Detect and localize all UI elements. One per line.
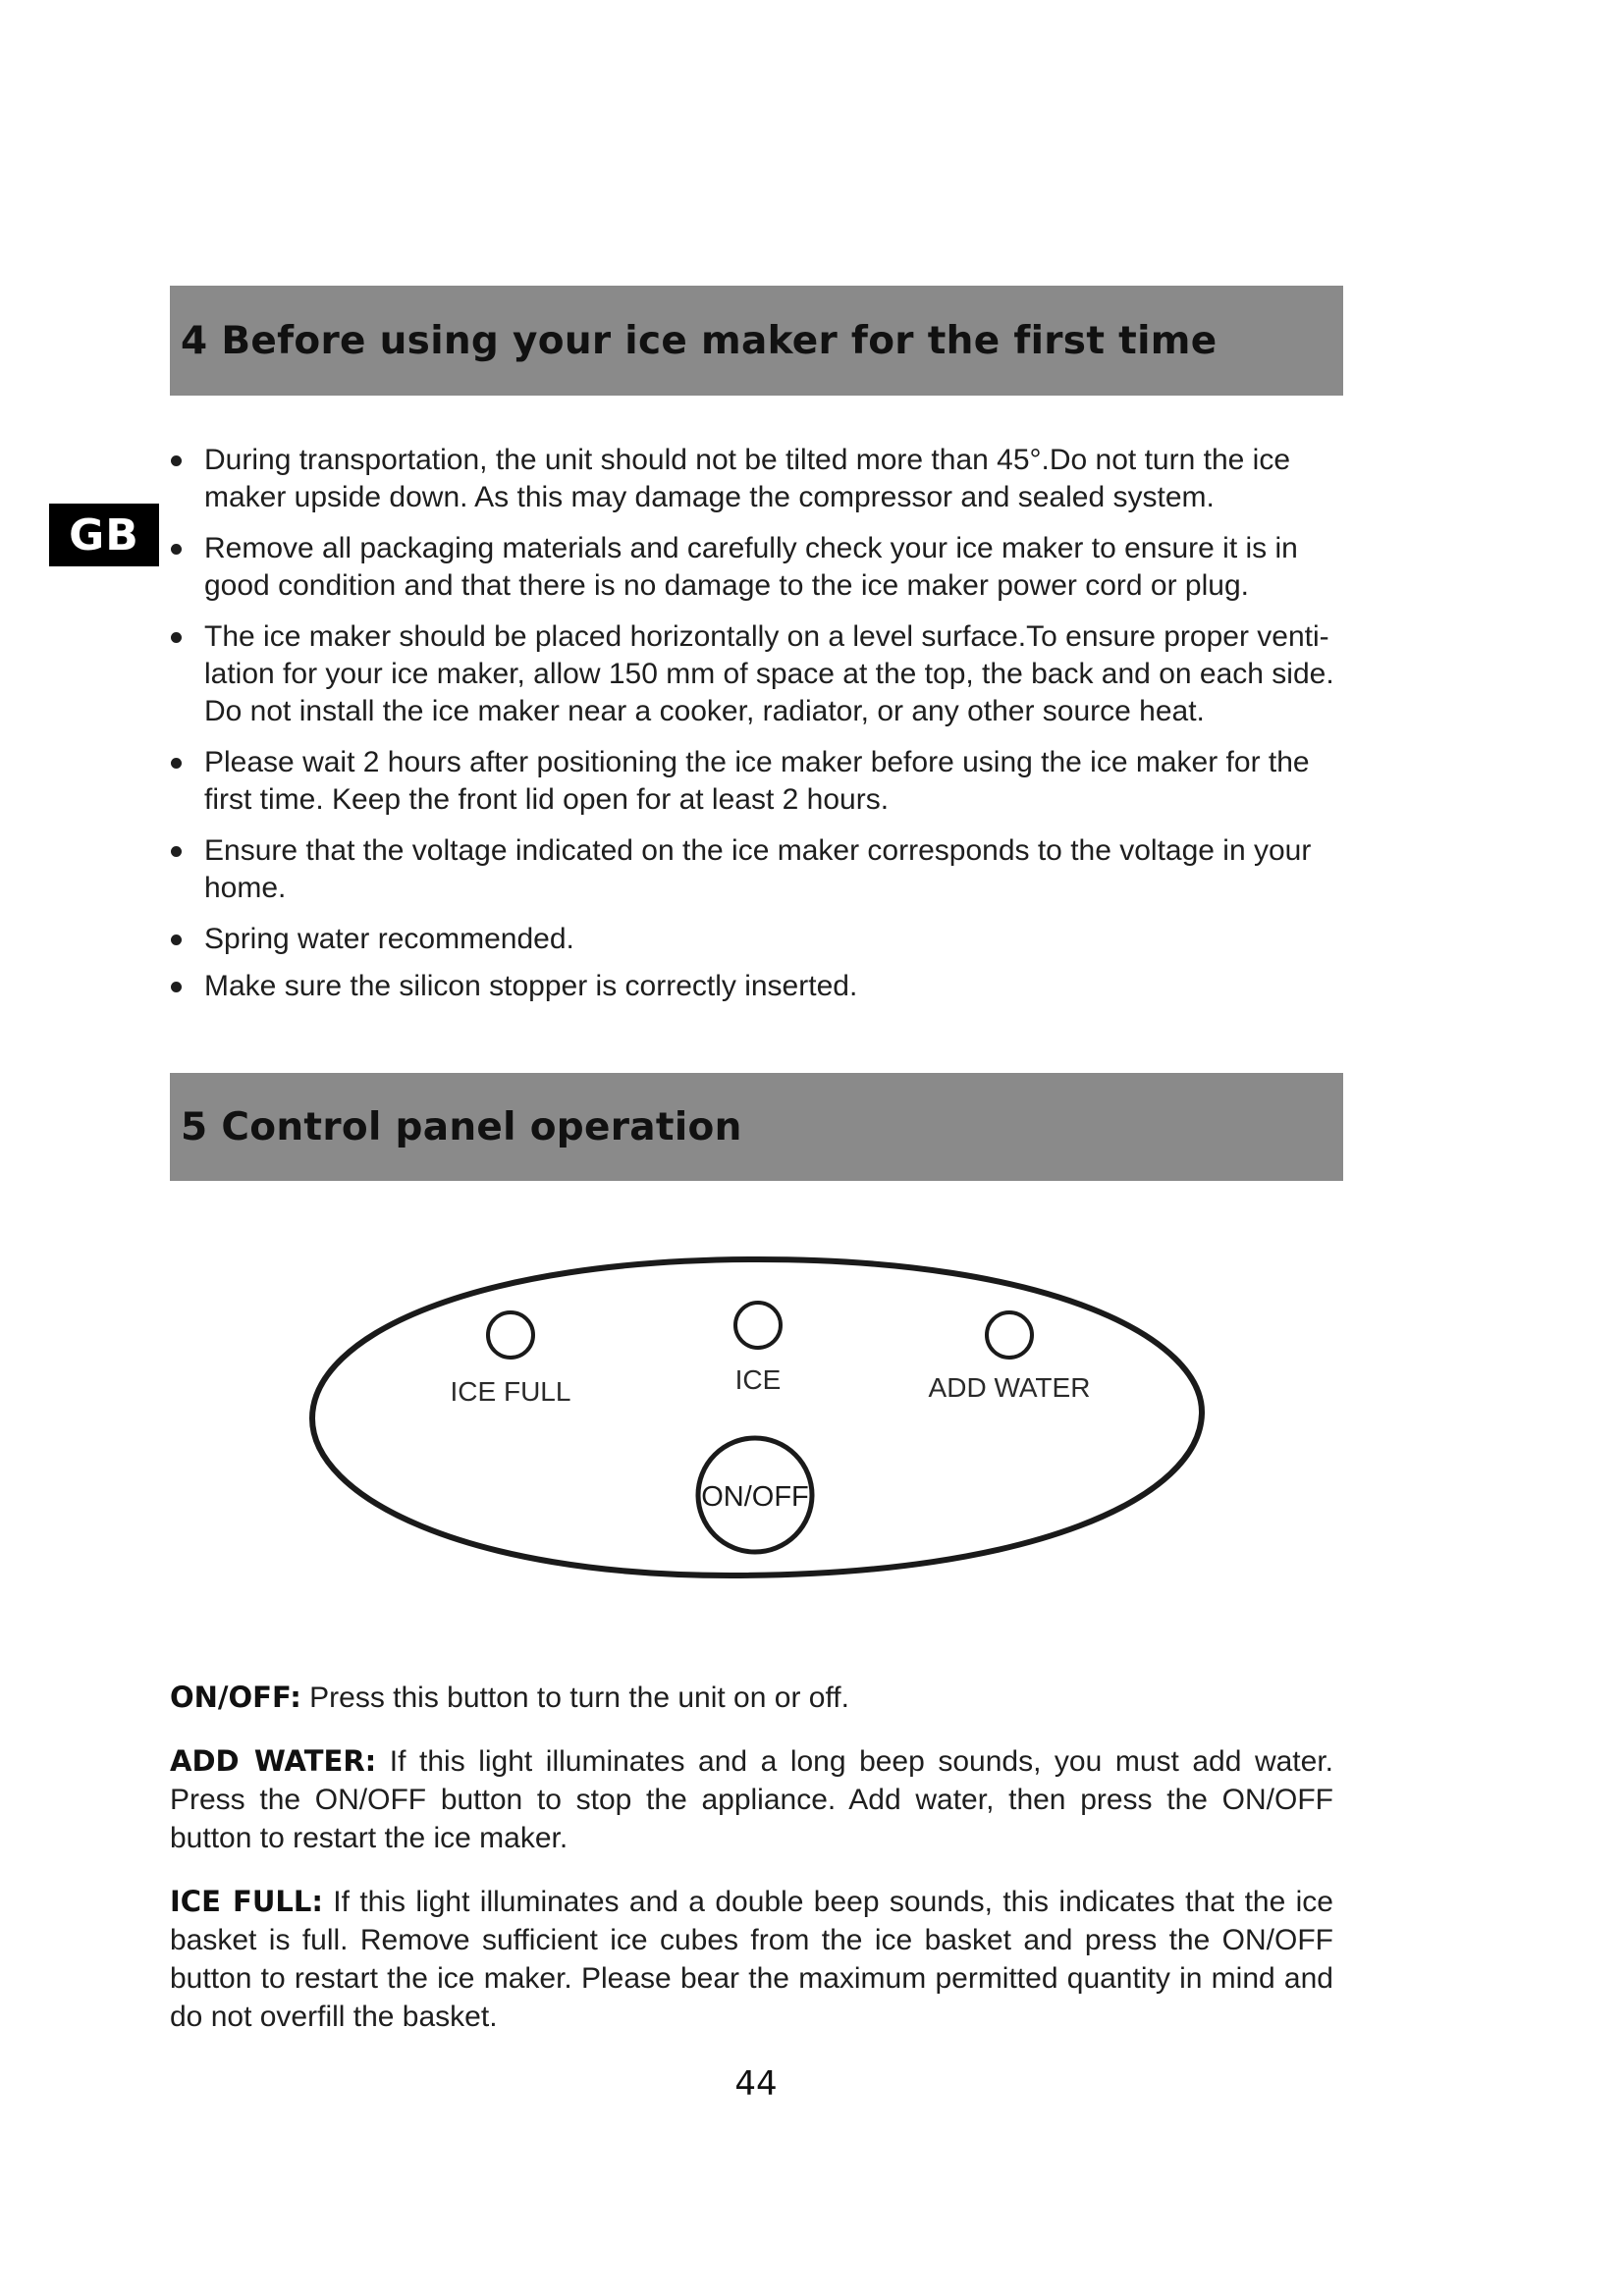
section-4-bullet-list <box>167 442 1345 1005</box>
list-item: Spring water recommended. <box>167 921 1345 958</box>
onoff-button-label: ON/OFF <box>701 1481 809 1513</box>
ice-label: ICE <box>734 1364 782 1395</box>
bullet-icon <box>171 846 182 857</box>
section-5-header <box>170 1073 1343 1181</box>
ice-full-label: ICE FULL <box>450 1376 571 1407</box>
control-panel-diagram <box>308 1252 1208 1585</box>
ice-full-description: ICE FULL: If this light illuminates and a double beep sounds, this indicates that the ice basket is full. Remove sufficient ice cubes from the ice basket and press the ON/OFF button to restart the ice maker. Please bear the maximum permitted quantity in mind and do not overfill the basket. <box>170 1885 1333 2033</box>
list-item: Ensure that the voltage indicated on the ice maker corresponds to the voltage in your home. <box>167 832 1345 907</box>
bullet-icon <box>171 455 182 466</box>
section-5-title: 5 Control panel operation <box>181 1104 742 1149</box>
bullet-icon <box>171 758 182 769</box>
section-4-title: 4 Before using your ice maker for the first time <box>181 318 1218 363</box>
bullet-icon <box>171 934 182 945</box>
list-item: Remove all packaging materials and carefully check your ice maker to ensure it is in good condition and that there is no damage to the ice maker power cord or plug. <box>167 530 1345 605</box>
add-water-description: ADD WATER: If this light illuminates and a long beep sounds, you must add water. Press the ON/OFF button to stop the appliance. Add water, then press the ON/OFF button to restart the ice maker. <box>170 1744 1333 1854</box>
list-item: During transportation, the unit should not be tilted more than 45°.Do not turn the ice maker upside down. As this may damage the compressor and sealed system. <box>167 442 1345 516</box>
list-item: The ice maker should be placed horizontally on a level surface.To ensure proper venti-lation for your ice maker, allow 150 mm of space at the top, the back and on each side. Do not install the ice maker near a cooker, radiator, or any other source heat. <box>167 618 1345 730</box>
bullet-icon <box>171 632 182 643</box>
language-tab: GB <box>49 504 159 566</box>
onoff-button[interactable] <box>698 1438 812 1552</box>
list-item: Make sure the silicon stopper is correctly inserted. <box>167 968 1345 1005</box>
onoff-description: ON/OFF: Press this button to turn the unit on or off. <box>170 1681 849 1714</box>
bullet-icon <box>171 982 182 992</box>
section-4-header <box>170 286 1343 396</box>
page-number: 44 <box>734 2064 778 2104</box>
list-item: Please wait 2 hours after positioning the ice maker before using the ice maker for the first time. Keep the front lid open for at least 2 hours. <box>167 744 1345 819</box>
add-water-label: ADD WATER <box>928 1372 1091 1403</box>
bullet-icon <box>171 544 182 555</box>
